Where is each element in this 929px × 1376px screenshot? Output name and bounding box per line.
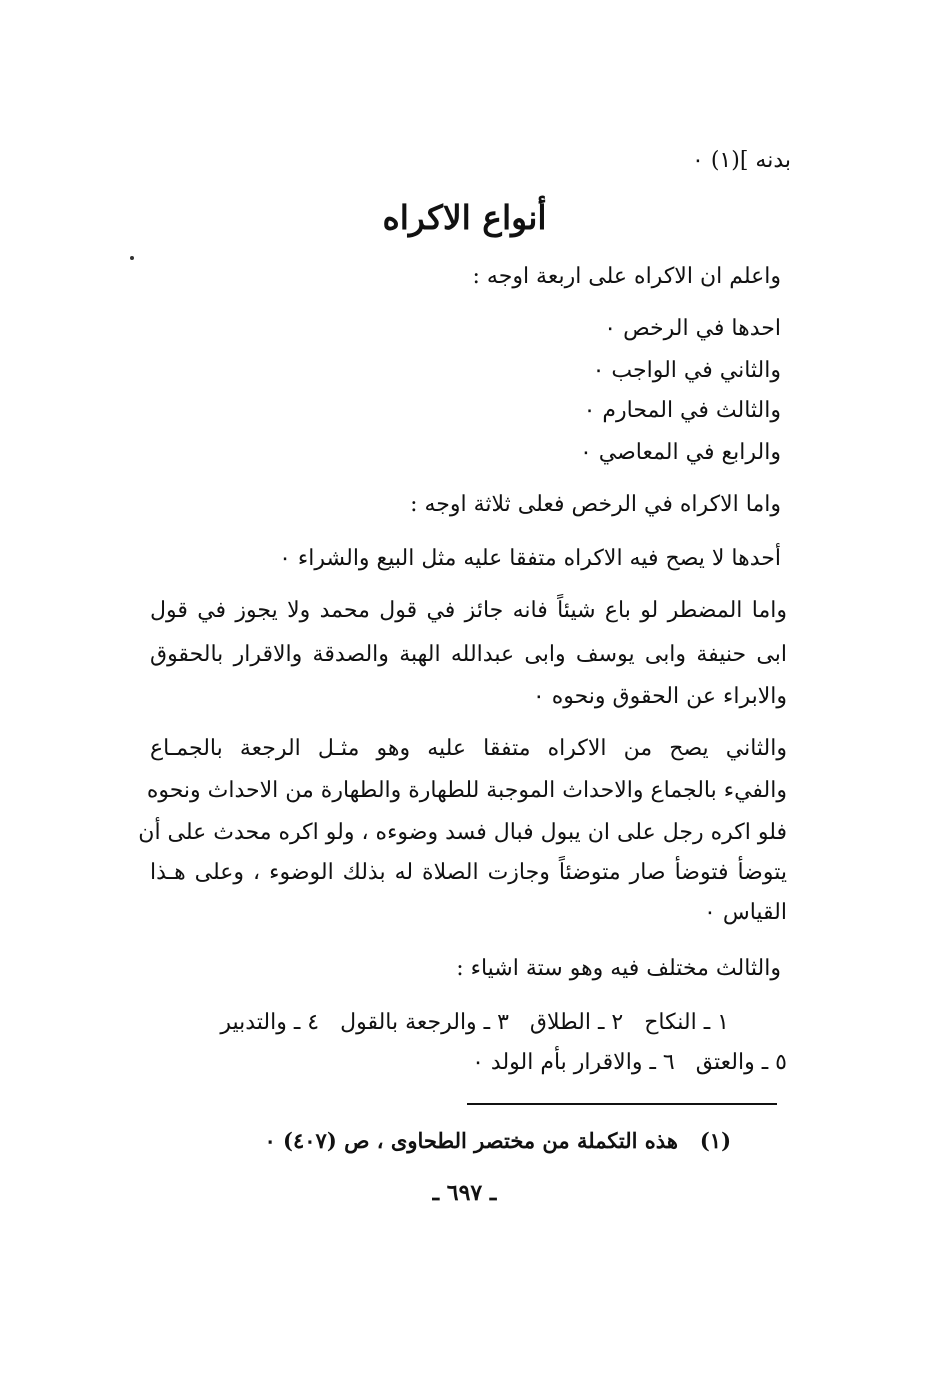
list-item-3: والثالث في المحارم ٠ [583, 398, 781, 423]
list-item-4: والرابع في المعاصي ٠ [579, 440, 781, 465]
paragraph-2-line-4: يتوضأ فتوضأ صار متوضئاً وجازت الصلاة له بذلك الوضوء ، وعلى هـذا [150, 860, 787, 885]
paragraph-2-line-2: والفيء بالجماع والاحداث الموجبة للطهارة والطهارة من الاحداث ونحوه [146, 778, 787, 803]
first-case-line: أحدها لا يصح فيه الاكراه متفقا عليه مثل البيع والشراء ٠ [279, 546, 781, 571]
continuation-line: بدنه ](١) ٠ [692, 148, 791, 173]
list-item-1: احدها في الرخص ٠ [604, 316, 781, 341]
footnote-separator [467, 1103, 777, 1105]
paragraph-2-line-1: والثاني يصح من الاكراه متفقا عليه وهو مثـل الرجعة بالجمـاع [150, 736, 787, 761]
numbered-list-line-1: ١ ـ النكاح ٢ ـ الطلاق ٣ ـ والرجعة بالقول ٤ ـ والتدبير [220, 1010, 729, 1035]
paragraph-2-line-3: فلو اكره رجل على ان يبول فبال فسد وضوءه ، ولو اكره محدث على أن [138, 820, 787, 845]
paragraph-1-line-3: والابراء عن الحقوق ونحوه ٠ [532, 684, 787, 709]
paragraph-1-line-2: ابى حنيفة وابى يوسف وابى عبدالله الهبة والصدقة والاقرار بالحقوق [150, 642, 787, 667]
third-case-line: والثالث مختلف فيه وهو ستة اشياء : [456, 956, 781, 981]
paragraph-1-line-1: واما المضطر لو باع شيئاً فانه جائز في قول محمد ولا يجوز في قول [150, 598, 787, 623]
paragraph-2-line-5: القياس ٠ [704, 900, 787, 925]
rukhas-intro-line: واما الاكراه في الرخص فعلى ثلاثة اوجه : [410, 492, 781, 517]
ink-speck [130, 256, 134, 260]
list-item-2: والثاني في الواجب ٠ [592, 358, 781, 383]
intro-line: واعلم ان الاكراه على اربعة اوجه : [472, 264, 781, 289]
page-number: ـ ٦٩٧ ـ [432, 1180, 497, 1206]
numbered-list-line-2: ٥ ـ والعتق ٦ ـ والاقرار بأم الولد ٠ [472, 1050, 787, 1075]
footnote: (١) هذه التكملة من مختصر الطحاوى ، ص (٤٠٧) ٠ [264, 1128, 731, 1153]
section-heading: أنواع الاكراه [382, 198, 547, 237]
